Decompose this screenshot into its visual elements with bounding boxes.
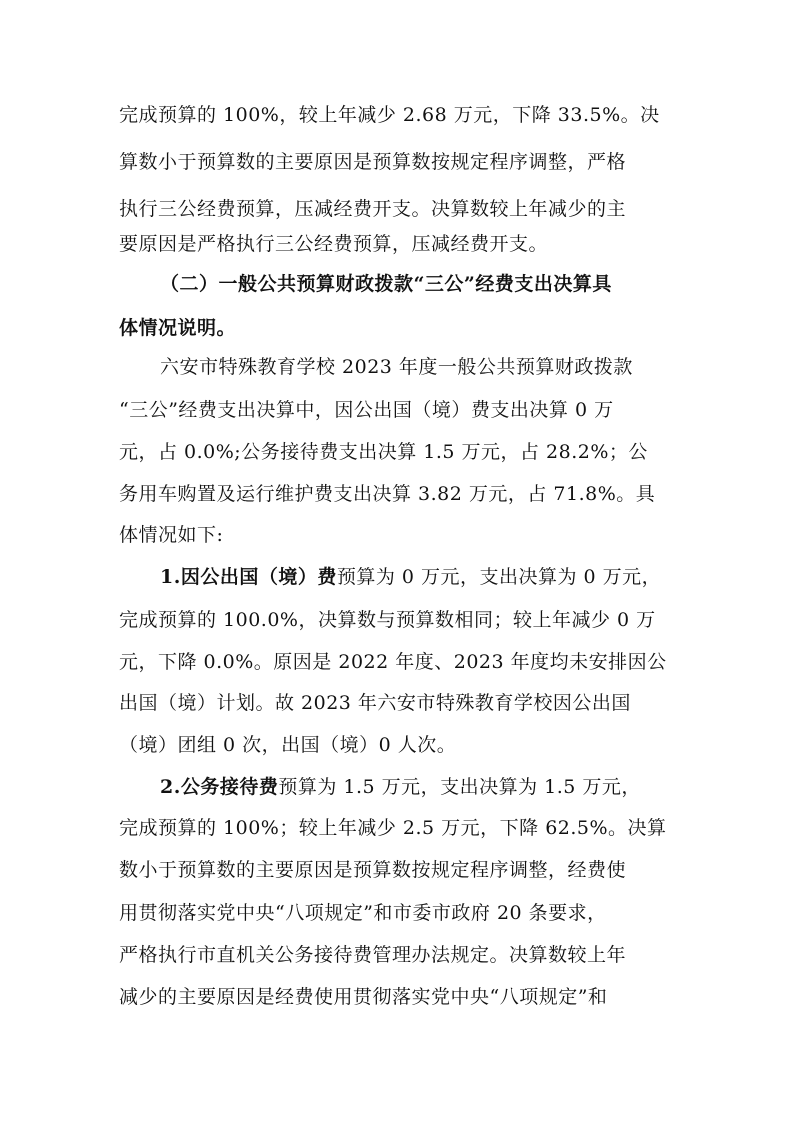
item2-line: 数小于预算数的主要原因是预算数按规定程序调整，经费使 (119, 859, 627, 881)
item2-line: 严格执行市直机关公务接待费管理办法规定。决算数较上年 (119, 944, 627, 966)
item2-line: 完成预算的 100%；较上年减少 2.5 万元，下降 62.5%。决算 (119, 817, 667, 839)
item1-line: （境）团组 0 次，出国（境）0 人次。 (119, 734, 457, 756)
section-heading-continued: 体情况说明。 (119, 317, 237, 339)
item1-line: 元，下降 0.0%。原因是 2022 年度、2023 年度均未安排因公 (119, 651, 667, 673)
item1-line: 出国（境）计划。故 2023 年六安市特殊教育学校因公出国 (119, 692, 631, 714)
item1-text: 预算为 0 万元，支出决算为 0 万元， (336, 566, 662, 588)
summary-line: 务用车购置及运行维护费支出决算 3.82 万元，占 71.8%。具 (119, 483, 656, 505)
summary-line: 体情况如下: (119, 524, 224, 546)
paragraph-line: 算数小于预算数的主要原因是预算数按规定程序调整，严格 (119, 151, 627, 173)
summary-line: “三公”经费支出决算中，因公出国（境）费支出决算 0 万 (119, 399, 614, 421)
paragraph-line: 完成预算的 100%，较上年减少 2.68 万元，下降 33.5%。决 (119, 104, 660, 126)
summary-line: 六安市特殊教育学校 2023 年度一般公共预算财政拨款 (160, 356, 633, 378)
item2-first-line (160, 775, 679, 799)
item2-label: 2.公务接待费 (160, 776, 279, 798)
section-heading: （二）一般公共预算财政拨款“三公”经费支出决算具 (160, 273, 612, 295)
item1-line: 完成预算的 100.0%，决算数与预算数相同；较上年减少 0 万 (119, 609, 656, 631)
item1-first-line (160, 565, 679, 589)
item2-line: 用贯彻落实党中央“八项规定”和市委市政府 20 条要求， (119, 902, 607, 924)
item2-text: 预算为 1.5 万元，支出决算为 1.5 万元， (278, 776, 641, 798)
summary-line: 元，占 0.0%;公务接待费支出决算 1.5 万元，占 28.2%；公 (119, 441, 648, 463)
item2-line: 减少的主要原因是经费使用贯彻落实党中央“八项规定”和 (119, 986, 608, 1008)
item1-label: 1.因公出国（境）费 (160, 566, 337, 588)
paragraph-line: 执行三公经费预算，压减经费开支。决算数较上年减少的主 (119, 198, 627, 220)
paragraph-line: 要原因是严格执行三公经费预算，压减经费开支。 (119, 233, 549, 255)
